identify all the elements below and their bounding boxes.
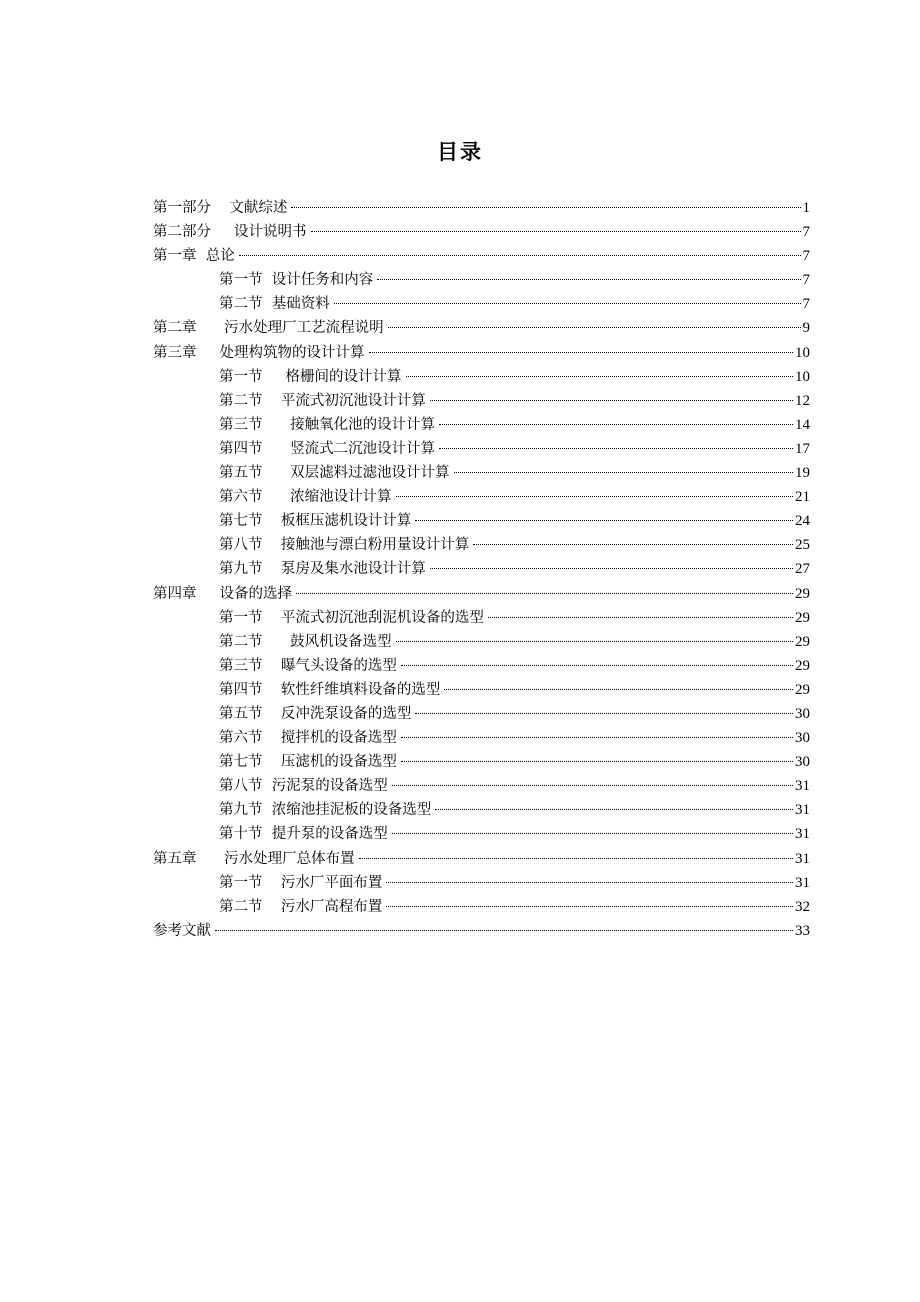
toc-leader-dots	[435, 809, 793, 810]
toc-section-entry[interactable]	[153, 461, 810, 485]
toc-section-entry[interactable]	[153, 292, 810, 316]
toc-page-number: 30	[795, 754, 810, 771]
toc-leader-dots	[406, 376, 793, 377]
toc-leader-dots	[386, 906, 793, 907]
toc-page-number: 1	[802, 200, 810, 216]
toc-entry-label: 第二节 鼓风机设备选型	[219, 633, 392, 650]
toc-chapter-entry[interactable]	[153, 316, 810, 340]
toc-chapter-entry[interactable]	[153, 847, 810, 871]
toc-entry-label: 第五章 污水处理厂总体布置	[153, 850, 355, 867]
toc-leader-dots	[296, 593, 793, 594]
toc-section-entry[interactable]	[153, 437, 810, 461]
toc-leader-dots	[473, 544, 793, 545]
toc-chapter-entry[interactable]	[153, 220, 810, 244]
toc-entry-label: 第七节 板框压滤机设计计算	[219, 513, 412, 530]
toc-page-number: 29	[795, 657, 810, 674]
toc-section-entry[interactable]	[153, 654, 810, 678]
toc-section-entry[interactable]	[153, 557, 810, 581]
toc-page-number: 31	[795, 778, 810, 795]
toc-leader-dots	[291, 207, 800, 208]
toc-entry-label: 第一节 污水厂平面布置	[219, 874, 383, 891]
toc-section-entry[interactable]	[153, 750, 810, 774]
toc-section-entry[interactable]	[153, 606, 810, 630]
toc-section-entry[interactable]	[153, 895, 810, 919]
toc-page-number: 30	[795, 705, 810, 722]
toc-section-entry[interactable]	[153, 630, 810, 654]
toc-leader-dots	[388, 327, 801, 328]
toc-leader-dots	[386, 882, 793, 883]
toc-section-entry[interactable]	[153, 413, 810, 437]
toc-leader-dots	[396, 641, 793, 642]
toc-entry-label: 第一节 格栅间的设计计算	[219, 368, 402, 385]
toc-chapter-entry[interactable]	[153, 341, 810, 365]
toc-page-number: 31	[795, 850, 810, 867]
toc-entry-label: 第二节 平流式初沉池设计计算	[219, 392, 426, 409]
toc-entry-label: 第二节 污水厂高程布置	[219, 898, 383, 915]
toc-entry-label: 第二部分 设计说明书	[153, 224, 307, 241]
toc-entry-label: 第二节 基础资料	[219, 296, 330, 313]
toc-entry-label: 第九节 泵房及集水池设计计算	[219, 561, 426, 578]
toc-section-entry[interactable]	[153, 702, 810, 726]
toc-entry-label: 第九节 浓缩池挂泥板的设备选型	[219, 802, 432, 819]
toc-page-number: 24	[795, 513, 810, 530]
toc-entry-label: 第四节 竖流式二沉池设计计算	[219, 440, 436, 457]
toc-page-number: 12	[795, 392, 810, 409]
toc-page-number: 33	[795, 922, 810, 939]
toc-leader-dots	[377, 279, 800, 280]
toc-leader-dots	[415, 520, 793, 521]
table-of-contents	[153, 196, 810, 943]
toc-page-number: 30	[795, 730, 810, 747]
toc-section-entry[interactable]	[153, 798, 810, 822]
page-title: 目录	[437, 140, 483, 164]
toc-entry-label: 第四节 软性纤维填料设备的选型	[219, 681, 441, 698]
toc-entry-label: 第七节 压滤机的设备选型	[219, 754, 397, 771]
toc-chapter-entry[interactable]	[153, 196, 810, 220]
toc-section-entry[interactable]	[153, 509, 810, 533]
toc-page-number: 21	[795, 489, 810, 506]
toc-page-number: 29	[795, 585, 810, 602]
toc-entry-label: 第一部分 文献综述	[153, 200, 288, 216]
toc-entry-label: 第四章 设备的选择	[153, 585, 293, 602]
toc-leader-dots	[444, 689, 793, 690]
toc-page-number: 17	[795, 440, 810, 457]
toc-leader-dots	[311, 231, 801, 232]
toc-entry-label: 第一节 设计任务和内容	[219, 272, 374, 289]
toc-page-number: 7	[802, 296, 810, 313]
toc-leader-dots	[215, 930, 793, 931]
toc-chapter-entry[interactable]	[153, 244, 810, 268]
toc-leader-dots	[439, 448, 793, 449]
toc-page-number: 9	[802, 320, 810, 337]
toc-section-entry[interactable]	[153, 485, 810, 509]
toc-page-number: 25	[795, 537, 810, 554]
toc-entry-label: 第一节 平流式初沉池刮泥机设备的选型	[219, 609, 484, 626]
toc-page-number: 32	[795, 898, 810, 915]
toc-leader-dots	[401, 761, 793, 762]
toc-section-entry[interactable]	[153, 268, 810, 292]
toc-leader-dots	[401, 737, 793, 738]
toc-section-entry[interactable]	[153, 726, 810, 750]
toc-chapter-entry[interactable]	[153, 919, 810, 943]
toc-section-entry[interactable]	[153, 365, 810, 389]
toc-page-number: 7	[802, 224, 810, 241]
toc-section-entry[interactable]	[153, 774, 810, 798]
toc-entry-label: 第六节 搅拌机的设备选型	[219, 730, 397, 747]
toc-entry-label: 第六节 浓缩池设计计算	[219, 489, 392, 506]
toc-section-entry[interactable]	[153, 389, 810, 413]
toc-page-number: 7	[802, 248, 810, 265]
toc-entry-label: 参考文献	[153, 922, 211, 939]
toc-page-number: 19	[795, 465, 810, 482]
toc-page-number: 29	[795, 681, 810, 698]
toc-leader-dots	[439, 424, 793, 425]
toc-leader-dots	[415, 713, 793, 714]
toc-leader-dots	[369, 352, 793, 353]
toc-leader-dots	[488, 617, 793, 618]
toc-entry-label: 第五节 双层滤料过滤池设计计算	[219, 465, 450, 482]
toc-entry-label: 第一章 总论	[153, 248, 235, 265]
toc-page-number: 31	[795, 874, 810, 891]
toc-leader-dots	[401, 665, 793, 666]
toc-section-entry[interactable]	[153, 678, 810, 702]
toc-leader-dots	[392, 785, 793, 786]
toc-entry-label: 第十节 提升泵的设备选型	[219, 826, 388, 843]
toc-page-number: 31	[795, 802, 810, 819]
toc-page-number: 31	[795, 826, 810, 843]
toc-leader-dots	[239, 255, 801, 256]
toc-section-entry[interactable]	[153, 822, 810, 846]
toc-leader-dots	[359, 858, 793, 859]
toc-entry-label: 第三节 曝气头设备的选型	[219, 657, 397, 674]
toc-page-number: 14	[795, 416, 810, 433]
toc-page-number: 7	[802, 272, 810, 289]
toc-page-number: 10	[795, 344, 810, 361]
toc-entry-label: 第八节 接触池与漂白粉用量设计计算	[219, 537, 470, 554]
toc-leader-dots	[430, 568, 793, 569]
toc-leader-dots	[392, 833, 793, 834]
toc-leader-dots	[430, 400, 793, 401]
toc-entry-label: 第五节 反冲洗泵设备的选型	[219, 705, 412, 722]
toc-page-number: 29	[795, 633, 810, 650]
toc-entry-label: 第二章 污水处理厂工艺流程说明	[153, 320, 384, 337]
toc-page-number: 10	[795, 368, 810, 385]
toc-section-entry[interactable]	[153, 871, 810, 895]
toc-page-number: 27	[795, 561, 810, 578]
toc-leader-dots	[454, 472, 793, 473]
toc-leader-dots	[334, 303, 801, 304]
toc-entry-label: 第八节 污泥泵的设备选型	[219, 778, 388, 795]
toc-leader-dots	[396, 496, 793, 497]
toc-entry-label: 第三节 接触氧化池的设计计算	[219, 416, 436, 433]
toc-page-number: 29	[795, 609, 810, 626]
toc-section-entry[interactable]	[153, 533, 810, 557]
toc-entry-label: 第三章 处理构筑物的设计计算	[153, 344, 365, 361]
toc-chapter-entry[interactable]	[153, 582, 810, 606]
